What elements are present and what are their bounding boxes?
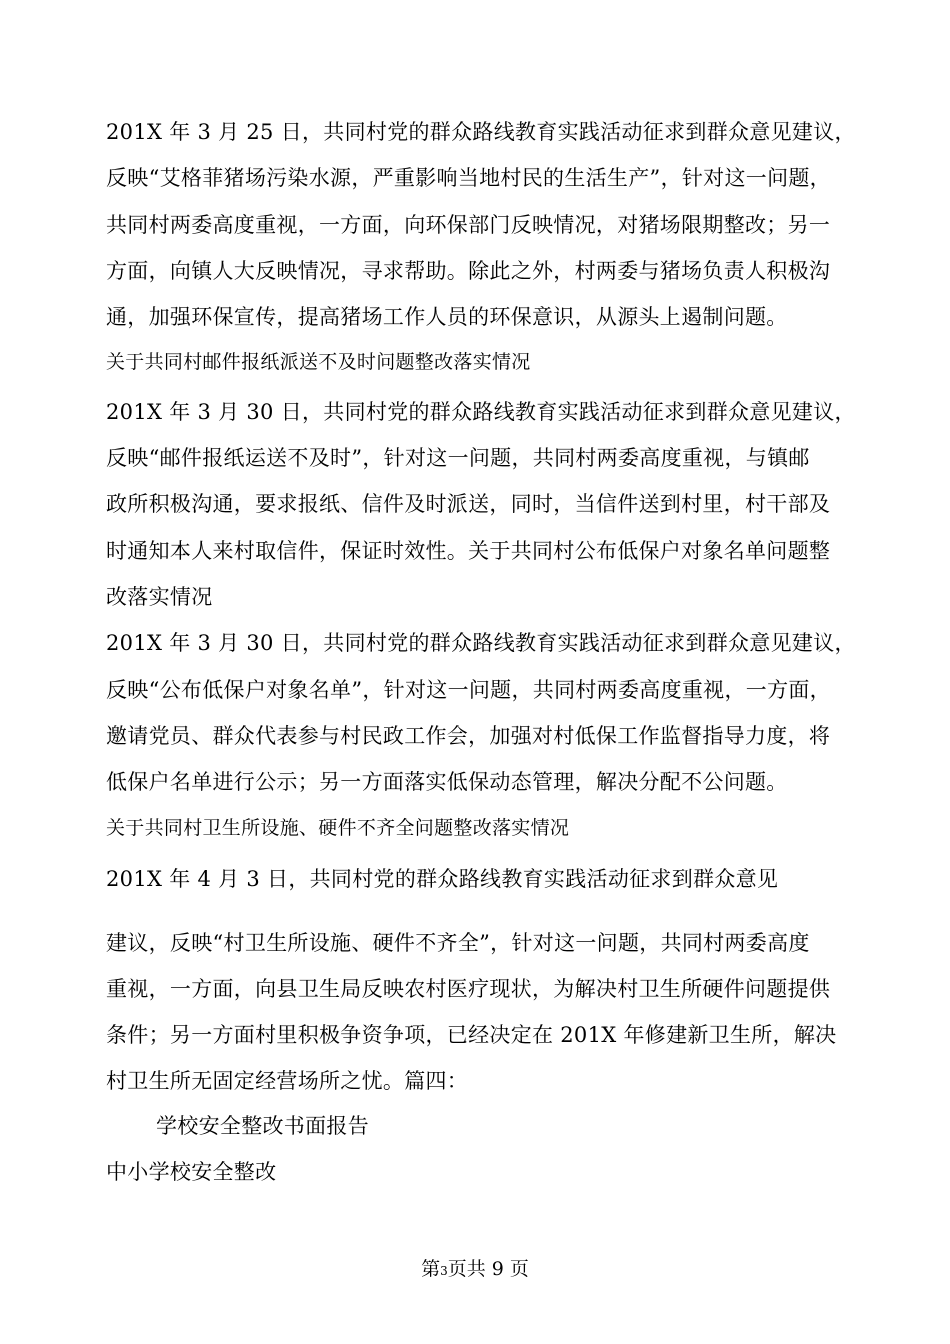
- footer-prefix: 第: [421, 1258, 441, 1280]
- paragraph-line: 201X 年 3 月 30 日，共同村党的群众路线教育实践活动征求到群众意见建议，: [106, 631, 856, 655]
- paragraph-line: 方面，向镇人大反映情况，寻求帮助。除此之外，村两委与猪场负责人积极沟: [106, 259, 831, 283]
- paragraph-line: 条件；另一方面村里积极争资争项，已经决定在 201X 年修建新卫生所，解决: [106, 1023, 837, 1047]
- section-title: 中小学校安全整改: [106, 1160, 277, 1184]
- paragraph-line: 政所积极沟通，要求报纸、信件及时派送，同时，当信件送到村里，村干部及: [106, 492, 831, 516]
- paragraph-line: 重视，一方面，向县卫生局反映农村医疗现状，为解决村卫生所硬件问题提供: [106, 977, 831, 1001]
- paragraph-line: 通，加强环保宣传，提高猪场工作人员的环保意识，从源头上遏制问题。: [106, 305, 788, 329]
- paragraph-line: 反映“邮件报纸运送不及时”，针对这一问题，共同村两委高度重视，与镇邮: [106, 446, 810, 470]
- page-footer: [0, 1255, 950, 1285]
- footer-page-number: 3: [440, 1264, 448, 1278]
- section-heading: 关于共同村卫生所设施、硬件不齐全问题整改落实情况: [106, 817, 570, 839]
- paragraph-line: 村卫生所无固定经营场所之忧。篇四：: [106, 1069, 469, 1093]
- paragraph-line: 共同村两委高度重视，一方面，向环保部门反映情况，对猪场限期整改；另一: [106, 213, 831, 237]
- paragraph-line: 201X 年 4 月 3 日，共同村党的群众路线教育实践活动征求到群众意见: [106, 867, 779, 891]
- paragraph-line: 时通知本人来村取信件，保证时效性。关于共同村公布低保户对象名单问题整: [106, 539, 831, 563]
- paragraph-line: 反映“艾格菲猪场污染水源，严重影响当地村民的生活生产”，针对这一问题，: [106, 166, 831, 190]
- footer-suffix: 页共 9 页: [447, 1258, 529, 1280]
- paragraph-line: 201X 年 3 月 25 日，共同村党的群众路线教育实践活动征求到群众意见建议，: [106, 120, 856, 144]
- paragraph-line: 反映“公布低保户对象名单”，针对这一问题，共同村两委高度重视，一方面，: [106, 678, 831, 702]
- section-heading: 关于共同村邮件报纸派送不及时问题整改落实情况: [106, 351, 531, 373]
- paragraph-line: 201X 年 3 月 30 日，共同村党的群众路线教育实践活动征求到群众意见建议，: [106, 400, 856, 424]
- paragraph-line: 邀请党员、群众代表参与村民政工作会，加强对村低保工作监督指导力度，将: [106, 724, 831, 748]
- paragraph-line: 低保户名单进行公示；另一方面落实低保动态管理，解决分配不公问题。: [106, 770, 788, 794]
- section-title: 学校安全整改书面报告: [156, 1114, 369, 1138]
- paragraph-line: 建议，反映“村卫生所设施、硬件不齐全”，针对这一问题，共同村两委高度: [106, 931, 810, 955]
- paragraph-line: 改落实情况: [106, 585, 213, 609]
